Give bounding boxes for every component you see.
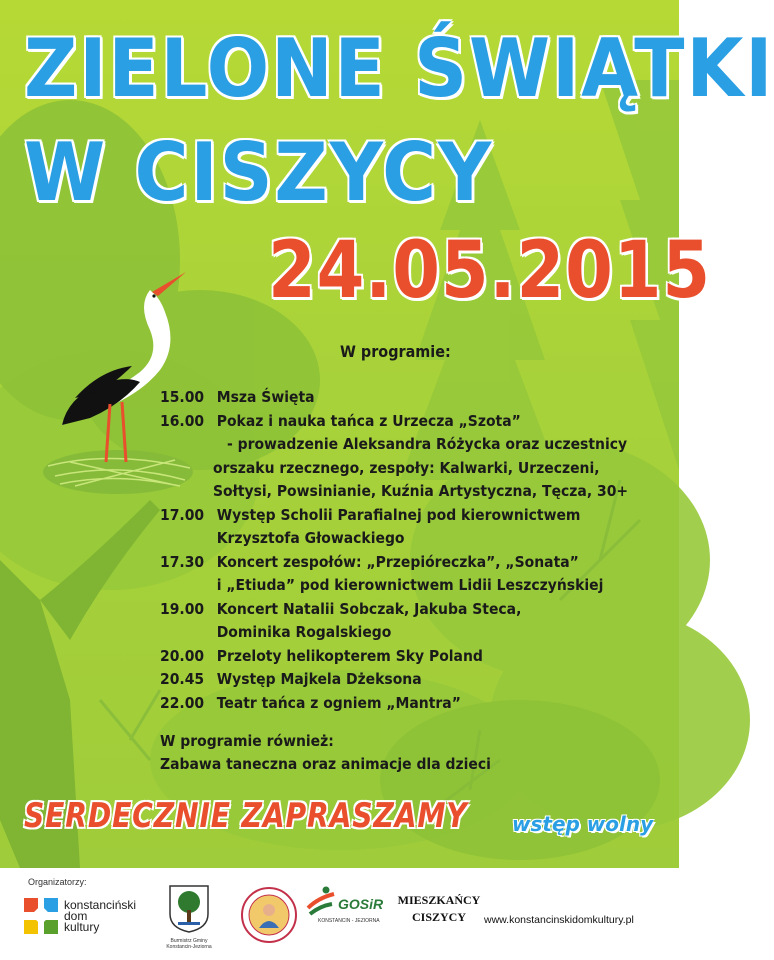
program-continuation: Sołtysi, Powsinianie, Kuźnia Artystyczna, Tęcza, 30+ <box>213 482 629 500</box>
coat-of-arms-icon <box>166 884 212 934</box>
residents-line: MIESZKAŃCY <box>397 893 481 907</box>
program-list <box>160 386 629 715</box>
residents-line: CISZYCY <box>411 910 466 924</box>
parish-seal-icon <box>240 886 298 944</box>
program-time: 15.00 <box>160 388 205 406</box>
organizers-label: Organizatorzy: <box>28 877 87 887</box>
invitation-text: SERDECZNIE ZAPRASZAMY <box>24 796 468 836</box>
gosir-name: GOSiR <box>338 896 384 912</box>
program-text: Występ Majkela Dżeksona <box>216 670 422 688</box>
kdk-line: dom <box>64 909 88 923</box>
program-text: Koncert zespołów: „Przepióreczka”, „Sonata” <box>216 552 579 571</box>
gosir-logo <box>304 884 384 934</box>
program-item <box>160 598 625 622</box>
program-item <box>160 692 625 716</box>
program-item <box>160 386 625 410</box>
program-continuation: orszaku rzecznego, zespoły: Kalwarki, Urzeczeni, <box>213 458 600 477</box>
kdk-logo-mark <box>22 896 62 940</box>
program-item <box>160 645 625 669</box>
event-date: 24.05.2015 <box>268 226 712 316</box>
free-entry-text: wstęp wolny <box>512 812 654 836</box>
program-continuation: Krzysztofa Głowackiego <box>216 529 405 547</box>
additional-text: Zabawa taneczna oraz animacje dla dzieci <box>160 755 491 773</box>
program-text: Koncert Natalii Sobczak, Jakuba Steca, <box>216 599 522 618</box>
gosir-subtitle: KONSTANCIN - JEZIORNA <box>318 918 380 924</box>
burmistrz-text: Burmistrz Gminy Konstancin-Jeziorna <box>166 938 212 950</box>
title-line-2: W CISZYCY <box>24 126 494 219</box>
kdk-line: kultury <box>64 920 100 934</box>
parish-logo <box>240 886 298 944</box>
program-text: Teatr tańca z ogniem „Mantra” <box>216 693 461 712</box>
organizers-footer <box>0 868 679 960</box>
gosir-runner-icon <box>304 884 338 918</box>
program-time: 16.00 <box>160 411 205 430</box>
program-item <box>160 668 625 692</box>
program-item <box>160 410 625 434</box>
program-continuation: i „Etiuda” pod kierownictwem Lidii Leszczyńskiej <box>216 576 604 594</box>
program-time: 20.00 <box>160 646 205 665</box>
program-time: 20.45 <box>160 670 205 688</box>
program-item <box>160 551 625 575</box>
program-text: Przeloty helikopterem Sky Poland <box>216 646 483 665</box>
program-text: Pokaz i nauka tańca z Urzecza „Szota” <box>216 411 521 430</box>
program-text: Występ Scholii Parafialnej pod kierownictwem <box>216 505 581 524</box>
program-continuation: Dominika Rogalskiego <box>216 623 392 641</box>
kdk-line: konstanciński <box>64 898 137 912</box>
kdk-logo <box>22 896 137 946</box>
program-time: 19.00 <box>160 599 205 618</box>
title-line-1: ZIELONE ŚWIĄTKI <box>24 22 774 115</box>
additional-heading: W programie również: <box>160 732 334 750</box>
program-time: 17.30 <box>160 552 205 571</box>
residents-label <box>394 892 484 926</box>
kdk-logo-text <box>64 900 136 933</box>
program-time: 17.00 <box>160 505 205 524</box>
burmistrz-logo <box>166 884 212 954</box>
additional-program <box>160 730 491 776</box>
program-continuation: - prowadzenie Aleksandra Różycka oraz uczestnicy <box>226 435 628 453</box>
program-time: 22.00 <box>160 693 205 712</box>
website-url: www.konstancinskidomkultury.pl <box>484 914 634 926</box>
program-heading: W programie: <box>340 342 451 361</box>
program-text: Msza Święta <box>216 388 315 406</box>
program-item <box>160 504 625 528</box>
